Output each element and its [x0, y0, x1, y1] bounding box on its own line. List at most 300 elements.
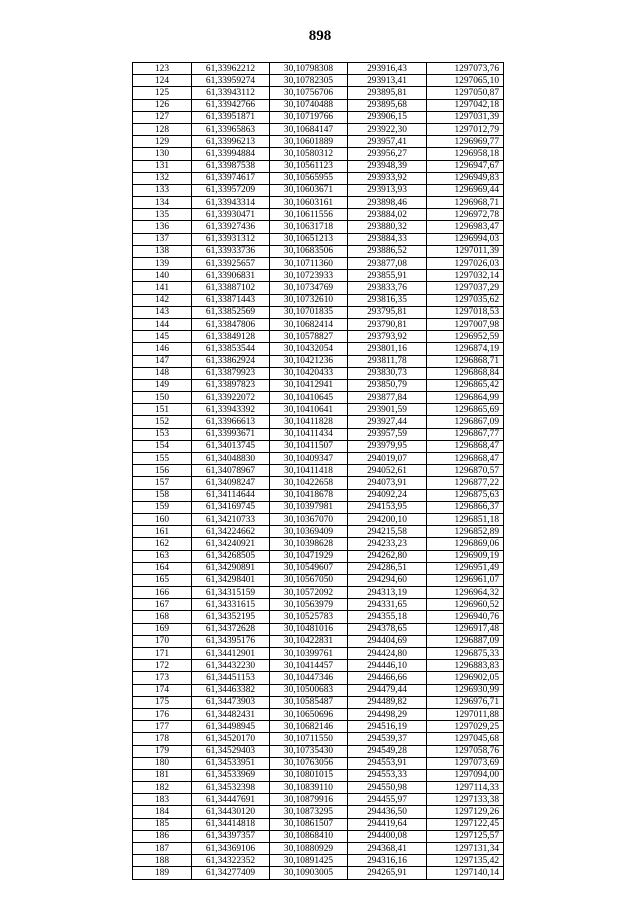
latitude-cell: 61,34498945 — [192, 721, 270, 733]
latitude-cell: 61,33943392 — [192, 404, 270, 416]
point-number-cell: 130 — [133, 148, 192, 160]
point-number-cell: 189 — [133, 867, 192, 879]
latitude-cell: 61,33879923 — [192, 367, 270, 379]
latitude-cell: 61,34331615 — [192, 599, 270, 611]
longitude-cell: 30,10420433 — [270, 367, 348, 379]
y-coordinate-cell: 1296868,47 — [427, 453, 504, 465]
y-coordinate-cell: 1296868,84 — [427, 367, 504, 379]
x-coordinate-cell: 294516,19 — [348, 721, 427, 733]
coordinates-table-body — [133, 63, 504, 880]
x-coordinate-cell: 293880,32 — [348, 221, 427, 233]
y-coordinate-cell: 1296864,99 — [427, 392, 504, 404]
longitude-cell: 30,10563979 — [270, 599, 348, 611]
y-coordinate-cell: 1296875,63 — [427, 489, 504, 501]
point-number-cell: 177 — [133, 721, 192, 733]
longitude-cell: 30,10421236 — [270, 355, 348, 367]
table-row — [133, 379, 504, 391]
x-coordinate-cell: 294265,91 — [348, 867, 427, 879]
y-coordinate-cell: 1297011,39 — [427, 245, 504, 257]
point-number-cell: 159 — [133, 501, 192, 513]
longitude-cell: 30,10422658 — [270, 477, 348, 489]
longitude-cell: 30,10500683 — [270, 684, 348, 696]
point-number-cell: 148 — [133, 367, 192, 379]
x-coordinate-cell: 294446,10 — [348, 660, 427, 672]
x-coordinate-cell: 293877,84 — [348, 392, 427, 404]
y-coordinate-cell: 1297012,79 — [427, 123, 504, 135]
y-coordinate-cell: 1297140,14 — [427, 867, 504, 879]
table-row — [133, 221, 504, 233]
y-coordinate-cell: 1296952,59 — [427, 331, 504, 343]
latitude-cell: 61,34169745 — [192, 501, 270, 513]
table-row — [133, 440, 504, 452]
point-number-cell: 149 — [133, 379, 192, 391]
longitude-cell: 30,10650696 — [270, 708, 348, 720]
y-coordinate-cell: 1296875,33 — [427, 648, 504, 660]
longitude-cell: 30,10525783 — [270, 611, 348, 623]
y-coordinate-cell: 1297073,69 — [427, 757, 504, 769]
x-coordinate-cell: 294316,16 — [348, 855, 427, 867]
latitude-cell: 61,34013745 — [192, 440, 270, 452]
latitude-cell: 61,34529403 — [192, 745, 270, 757]
y-coordinate-cell: 1296972,78 — [427, 209, 504, 221]
latitude-cell: 61,34533951 — [192, 757, 270, 769]
latitude-cell: 61,33897823 — [192, 379, 270, 391]
table-row — [133, 99, 504, 111]
x-coordinate-cell: 294153,95 — [348, 501, 427, 513]
y-coordinate-cell: 1297073,76 — [427, 63, 504, 75]
x-coordinate-cell: 293948,39 — [348, 160, 427, 172]
table-row — [133, 721, 504, 733]
y-coordinate-cell: 1296852,89 — [427, 526, 504, 538]
point-number-cell: 133 — [133, 184, 192, 196]
y-coordinate-cell: 1297035,62 — [427, 294, 504, 306]
longitude-cell: 30,10719766 — [270, 111, 348, 123]
table-row — [133, 574, 504, 586]
longitude-cell: 30,10410645 — [270, 392, 348, 404]
point-number-cell: 143 — [133, 306, 192, 318]
point-number-cell: 127 — [133, 111, 192, 123]
x-coordinate-cell: 294400,08 — [348, 830, 427, 842]
y-coordinate-cell: 1296874,19 — [427, 343, 504, 355]
latitude-cell: 61,33974617 — [192, 172, 270, 184]
y-coordinate-cell: 1296851,18 — [427, 513, 504, 525]
point-number-cell: 160 — [133, 513, 192, 525]
point-number-cell: 179 — [133, 745, 192, 757]
x-coordinate-cell: 294553,33 — [348, 769, 427, 781]
latitude-cell: 61,34240921 — [192, 538, 270, 550]
longitude-cell: 30,10611556 — [270, 209, 348, 221]
point-number-cell: 142 — [133, 294, 192, 306]
table-row — [133, 769, 504, 781]
latitude-cell: 61,33943314 — [192, 197, 270, 209]
point-number-cell: 139 — [133, 258, 192, 270]
x-coordinate-cell: 293901,59 — [348, 404, 427, 416]
table-row — [133, 562, 504, 574]
latitude-cell: 61,34369106 — [192, 843, 270, 855]
point-number-cell: 188 — [133, 855, 192, 867]
point-number-cell: 128 — [133, 123, 192, 135]
latitude-cell: 61,33931312 — [192, 233, 270, 245]
table-row — [133, 526, 504, 538]
longitude-cell: 30,10549607 — [270, 562, 348, 574]
latitude-cell: 61,34277409 — [192, 867, 270, 879]
latitude-cell: 61,33852569 — [192, 306, 270, 318]
latitude-cell: 61,34447691 — [192, 794, 270, 806]
y-coordinate-cell: 1296961,07 — [427, 574, 504, 586]
point-number-cell: 153 — [133, 428, 192, 440]
longitude-cell: 30,10603671 — [270, 184, 348, 196]
x-coordinate-cell: 293801,16 — [348, 343, 427, 355]
y-coordinate-cell: 1297007,98 — [427, 318, 504, 330]
y-coordinate-cell: 1297011,88 — [427, 708, 504, 720]
x-coordinate-cell: 294092,24 — [348, 489, 427, 501]
table-row — [133, 623, 504, 635]
point-number-cell: 171 — [133, 648, 192, 660]
table-row — [133, 209, 504, 221]
x-coordinate-cell: 293793,92 — [348, 331, 427, 343]
table-row — [133, 660, 504, 672]
point-number-cell: 183 — [133, 794, 192, 806]
latitude-cell: 61,34397357 — [192, 830, 270, 842]
point-number-cell: 155 — [133, 453, 192, 465]
x-coordinate-cell: 294262,80 — [348, 550, 427, 562]
longitude-cell: 30,10740488 — [270, 99, 348, 111]
longitude-cell: 30,10585487 — [270, 696, 348, 708]
latitude-cell: 61,33927436 — [192, 221, 270, 233]
table-row — [133, 197, 504, 209]
x-coordinate-cell: 294378,65 — [348, 623, 427, 635]
x-coordinate-cell: 294550,98 — [348, 782, 427, 794]
y-coordinate-cell: 1296865,42 — [427, 379, 504, 391]
longitude-cell: 30,10414457 — [270, 660, 348, 672]
latitude-cell: 61,34372628 — [192, 623, 270, 635]
table-row — [133, 806, 504, 818]
x-coordinate-cell: 294498,29 — [348, 708, 427, 720]
x-coordinate-cell: 293877,08 — [348, 258, 427, 270]
latitude-cell: 61,34315159 — [192, 587, 270, 599]
longitude-cell: 30,10367070 — [270, 513, 348, 525]
y-coordinate-cell: 1296960,52 — [427, 599, 504, 611]
point-number-cell: 150 — [133, 392, 192, 404]
point-number-cell: 131 — [133, 160, 192, 172]
longitude-cell: 30,10422831 — [270, 635, 348, 647]
point-number-cell: 165 — [133, 574, 192, 586]
x-coordinate-cell: 293922,30 — [348, 123, 427, 135]
table-row — [133, 428, 504, 440]
point-number-cell: 124 — [133, 75, 192, 87]
table-row — [133, 75, 504, 87]
longitude-cell: 30,10711360 — [270, 258, 348, 270]
y-coordinate-cell: 1296867,77 — [427, 428, 504, 440]
table-row — [133, 733, 504, 745]
y-coordinate-cell: 1297045,68 — [427, 733, 504, 745]
longitude-cell: 30,10782305 — [270, 75, 348, 87]
table-row — [133, 599, 504, 611]
table-row — [133, 477, 504, 489]
latitude-cell: 61,34268505 — [192, 550, 270, 562]
y-coordinate-cell: 1297042,18 — [427, 99, 504, 111]
y-coordinate-cell: 1296958,18 — [427, 148, 504, 160]
longitude-cell: 30,10410641 — [270, 404, 348, 416]
y-coordinate-cell: 1296909,19 — [427, 550, 504, 562]
longitude-cell: 30,10397981 — [270, 501, 348, 513]
table-row — [133, 318, 504, 330]
latitude-cell: 61,33942766 — [192, 99, 270, 111]
y-coordinate-cell: 1297065,10 — [427, 75, 504, 87]
table-row — [133, 867, 504, 879]
table-row — [133, 148, 504, 160]
point-number-cell: 138 — [133, 245, 192, 257]
table-row — [133, 123, 504, 135]
longitude-cell: 30,10580312 — [270, 148, 348, 160]
longitude-cell: 30,10651213 — [270, 233, 348, 245]
x-coordinate-cell: 294355,18 — [348, 611, 427, 623]
table-row — [133, 233, 504, 245]
x-coordinate-cell: 294233,23 — [348, 538, 427, 550]
point-number-cell: 173 — [133, 672, 192, 684]
latitude-cell: 61,33965863 — [192, 123, 270, 135]
x-coordinate-cell: 293895,68 — [348, 99, 427, 111]
table-row — [133, 550, 504, 562]
latitude-cell: 61,34114644 — [192, 489, 270, 501]
table-row — [133, 843, 504, 855]
y-coordinate-cell: 1297058,76 — [427, 745, 504, 757]
latitude-cell: 61,34520170 — [192, 733, 270, 745]
point-number-cell: 132 — [133, 172, 192, 184]
longitude-cell: 30,10631718 — [270, 221, 348, 233]
table-row — [133, 331, 504, 343]
table-row — [133, 782, 504, 794]
latitude-cell: 61,33951871 — [192, 111, 270, 123]
x-coordinate-cell: 293833,76 — [348, 282, 427, 294]
y-coordinate-cell: 1296930,99 — [427, 684, 504, 696]
y-coordinate-cell: 1296866,37 — [427, 501, 504, 513]
latitude-cell: 61,34451153 — [192, 672, 270, 684]
x-coordinate-cell: 293884,02 — [348, 209, 427, 221]
point-number-cell: 134 — [133, 197, 192, 209]
point-number-cell: 158 — [133, 489, 192, 501]
latitude-cell: 61,34098247 — [192, 477, 270, 489]
table-row — [133, 63, 504, 75]
y-coordinate-cell: 1296951,49 — [427, 562, 504, 574]
y-coordinate-cell: 1296949,83 — [427, 172, 504, 184]
table-row — [133, 830, 504, 842]
x-coordinate-cell: 294368,41 — [348, 843, 427, 855]
y-coordinate-cell: 1296868,47 — [427, 440, 504, 452]
longitude-cell: 30,10756706 — [270, 87, 348, 99]
latitude-cell: 61,34078967 — [192, 465, 270, 477]
table-row — [133, 343, 504, 355]
x-coordinate-cell: 293916,43 — [348, 63, 427, 75]
table-row — [133, 855, 504, 867]
y-coordinate-cell: 1297050,87 — [427, 87, 504, 99]
x-coordinate-cell: 294052,61 — [348, 465, 427, 477]
table-row — [133, 404, 504, 416]
table-row — [133, 184, 504, 196]
latitude-cell: 61,34463382 — [192, 684, 270, 696]
table-row — [133, 87, 504, 99]
longitude-cell: 30,10879916 — [270, 794, 348, 806]
point-number-cell: 141 — [133, 282, 192, 294]
point-number-cell: 152 — [133, 416, 192, 428]
longitude-cell: 30,10701835 — [270, 306, 348, 318]
y-coordinate-cell: 1297032,14 — [427, 270, 504, 282]
table-row — [133, 818, 504, 830]
x-coordinate-cell: 293957,59 — [348, 428, 427, 440]
longitude-cell: 30,10399761 — [270, 648, 348, 660]
latitude-cell: 61,33871443 — [192, 294, 270, 306]
table-row — [133, 465, 504, 477]
longitude-cell: 30,10411434 — [270, 428, 348, 440]
table-row — [133, 794, 504, 806]
y-coordinate-cell: 1297094,00 — [427, 769, 504, 781]
x-coordinate-cell: 293850,79 — [348, 379, 427, 391]
y-coordinate-cell: 1296867,09 — [427, 416, 504, 428]
x-coordinate-cell: 293795,81 — [348, 306, 427, 318]
latitude-cell: 61,34482431 — [192, 708, 270, 720]
latitude-cell: 61,33862924 — [192, 355, 270, 367]
longitude-cell: 30,10398628 — [270, 538, 348, 550]
longitude-cell: 30,10601889 — [270, 136, 348, 148]
y-coordinate-cell: 1297026,03 — [427, 258, 504, 270]
latitude-cell: 61,33847806 — [192, 318, 270, 330]
latitude-cell: 61,33962212 — [192, 63, 270, 75]
x-coordinate-cell: 293906,15 — [348, 111, 427, 123]
table-row — [133, 111, 504, 123]
longitude-cell: 30,10682146 — [270, 721, 348, 733]
x-coordinate-cell: 294419,64 — [348, 818, 427, 830]
x-coordinate-cell: 294215,58 — [348, 526, 427, 538]
x-coordinate-cell: 293927,44 — [348, 416, 427, 428]
latitude-cell: 61,33887102 — [192, 282, 270, 294]
latitude-cell: 61,33987538 — [192, 160, 270, 172]
longitude-cell: 30,10411418 — [270, 465, 348, 477]
latitude-cell: 61,33925657 — [192, 258, 270, 270]
x-coordinate-cell: 294313,19 — [348, 587, 427, 599]
point-number-cell: 178 — [133, 733, 192, 745]
latitude-cell: 61,34298401 — [192, 574, 270, 586]
longitude-cell: 30,10763056 — [270, 757, 348, 769]
y-coordinate-cell: 1296947,67 — [427, 160, 504, 172]
x-coordinate-cell: 293913,93 — [348, 184, 427, 196]
longitude-cell: 30,10411507 — [270, 440, 348, 452]
point-number-cell: 161 — [133, 526, 192, 538]
longitude-cell: 30,10565955 — [270, 172, 348, 184]
longitude-cell: 30,10481016 — [270, 623, 348, 635]
x-coordinate-cell: 293957,41 — [348, 136, 427, 148]
longitude-cell: 30,10861507 — [270, 818, 348, 830]
x-coordinate-cell: 293895,81 — [348, 87, 427, 99]
point-number-cell: 167 — [133, 599, 192, 611]
point-number-cell: 145 — [133, 331, 192, 343]
longitude-cell: 30,10409347 — [270, 453, 348, 465]
table-row — [133, 392, 504, 404]
latitude-cell: 61,34322352 — [192, 855, 270, 867]
point-number-cell: 135 — [133, 209, 192, 221]
x-coordinate-cell: 293884,33 — [348, 233, 427, 245]
longitude-cell: 30,10683506 — [270, 245, 348, 257]
table-row — [133, 635, 504, 647]
longitude-cell: 30,10432054 — [270, 343, 348, 355]
point-number-cell: 180 — [133, 757, 192, 769]
latitude-cell: 61,34395176 — [192, 635, 270, 647]
y-coordinate-cell: 1297133,38 — [427, 794, 504, 806]
point-number-cell: 169 — [133, 623, 192, 635]
x-coordinate-cell: 293979,95 — [348, 440, 427, 452]
point-number-cell: 164 — [133, 562, 192, 574]
table-row — [133, 696, 504, 708]
longitude-cell: 30,10567050 — [270, 574, 348, 586]
x-coordinate-cell: 294424,80 — [348, 648, 427, 660]
x-coordinate-cell: 294455,97 — [348, 794, 427, 806]
y-coordinate-cell: 1297029,25 — [427, 721, 504, 733]
point-number-cell: 137 — [133, 233, 192, 245]
x-coordinate-cell: 293898,46 — [348, 197, 427, 209]
table-row — [133, 672, 504, 684]
point-number-cell: 172 — [133, 660, 192, 672]
latitude-cell: 61,33943112 — [192, 87, 270, 99]
point-number-cell: 187 — [133, 843, 192, 855]
table-row — [133, 708, 504, 720]
latitude-cell: 61,33994884 — [192, 148, 270, 160]
table-row — [133, 306, 504, 318]
table-row — [133, 611, 504, 623]
y-coordinate-cell: 1297114,33 — [427, 782, 504, 794]
y-coordinate-cell: 1296964,32 — [427, 587, 504, 599]
y-coordinate-cell: 1297122,45 — [427, 818, 504, 830]
longitude-cell: 30,10603161 — [270, 197, 348, 209]
longitude-cell: 30,10723933 — [270, 270, 348, 282]
table-row — [133, 513, 504, 525]
latitude-cell: 61,34412901 — [192, 648, 270, 660]
point-number-cell: 181 — [133, 769, 192, 781]
latitude-cell: 61,33959274 — [192, 75, 270, 87]
y-coordinate-cell: 1296940,76 — [427, 611, 504, 623]
point-number-cell: 157 — [133, 477, 192, 489]
longitude-cell: 30,10471929 — [270, 550, 348, 562]
x-coordinate-cell: 293886,52 — [348, 245, 427, 257]
table-row — [133, 172, 504, 184]
longitude-cell: 30,10572092 — [270, 587, 348, 599]
latitude-cell: 61,33922072 — [192, 392, 270, 404]
y-coordinate-cell: 1296868,71 — [427, 355, 504, 367]
longitude-cell: 30,10798308 — [270, 63, 348, 75]
latitude-cell: 61,34210733 — [192, 513, 270, 525]
latitude-cell: 61,34473903 — [192, 696, 270, 708]
point-number-cell: 154 — [133, 440, 192, 452]
x-coordinate-cell: 294436,50 — [348, 806, 427, 818]
y-coordinate-cell: 1296883,83 — [427, 660, 504, 672]
longitude-cell: 30,10735430 — [270, 745, 348, 757]
y-coordinate-cell: 1296917,48 — [427, 623, 504, 635]
table-row — [133, 160, 504, 172]
latitude-cell: 61,33993671 — [192, 428, 270, 440]
longitude-cell: 30,10684147 — [270, 123, 348, 135]
longitude-cell: 30,10868410 — [270, 830, 348, 842]
y-coordinate-cell: 1297135,42 — [427, 855, 504, 867]
y-coordinate-cell: 1296887,09 — [427, 635, 504, 647]
point-number-cell: 184 — [133, 806, 192, 818]
y-coordinate-cell: 1297125,57 — [427, 830, 504, 842]
longitude-cell: 30,10732610 — [270, 294, 348, 306]
x-coordinate-cell: 293790,81 — [348, 318, 427, 330]
table-row — [133, 245, 504, 257]
latitude-cell: 61,34414818 — [192, 818, 270, 830]
longitude-cell: 30,10369409 — [270, 526, 348, 538]
point-number-cell: 129 — [133, 136, 192, 148]
latitude-cell: 61,33933736 — [192, 245, 270, 257]
x-coordinate-cell: 293913,41 — [348, 75, 427, 87]
